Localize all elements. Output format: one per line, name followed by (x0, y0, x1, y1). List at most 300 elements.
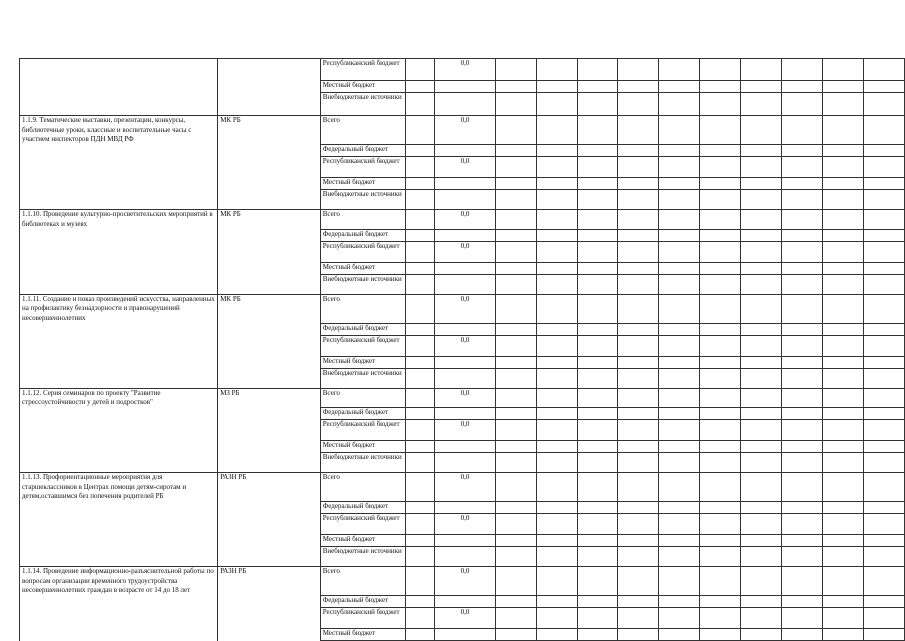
empty-cell (700, 178, 741, 190)
empty-cell (536, 514, 577, 535)
empty-cell (495, 441, 536, 453)
amount-cell (435, 408, 496, 420)
empty-cell (823, 388, 864, 408)
empty-cell (823, 335, 864, 356)
executor-cell (218, 629, 321, 641)
empty-cell (863, 274, 904, 294)
funding-source-cell: Внебюджетные источники (320, 190, 405, 210)
empty-cell (782, 408, 823, 420)
empty-cell (700, 294, 741, 323)
empty-cell (863, 241, 904, 262)
empty-cell (577, 473, 618, 502)
empty-cell (863, 157, 904, 178)
funding-source-cell: Федеральный бюджет (320, 323, 405, 335)
amount-cell: 0,0 (435, 514, 496, 535)
funding-source-cell: Всего (320, 567, 405, 596)
executor-cell (218, 368, 321, 388)
table-row (20, 368, 905, 388)
empty-cell (577, 608, 618, 629)
empty-cell (659, 608, 700, 629)
executor-cell (218, 241, 321, 262)
funding-source-cell: Местный бюджет (320, 356, 405, 368)
empty-cell (618, 596, 659, 608)
amount-cell (435, 547, 496, 567)
amount-cell: 0,0 (435, 335, 496, 356)
empty-cell (741, 388, 782, 408)
empty-cell (659, 356, 700, 368)
empty-cell (659, 229, 700, 241)
empty-cell (700, 335, 741, 356)
empty-cell (495, 473, 536, 502)
empty-cell (659, 368, 700, 388)
empty-cell (782, 453, 823, 473)
empty-cell (700, 229, 741, 241)
empty-cell (405, 408, 434, 420)
empty-cell (782, 145, 823, 157)
empty-cell (863, 420, 904, 441)
empty-cell (536, 241, 577, 262)
empty-cell (863, 81, 904, 93)
amount-cell (435, 356, 496, 368)
empty-cell (618, 229, 659, 241)
empty-cell (405, 294, 434, 323)
empty-cell (577, 547, 618, 567)
executor-cell (218, 262, 321, 274)
empty-cell (782, 473, 823, 502)
amount-cell: 0,0 (435, 241, 496, 262)
empty-cell (495, 241, 536, 262)
empty-cell (700, 567, 741, 596)
empty-cell (863, 335, 904, 356)
program-cell (20, 608, 218, 629)
empty-cell (495, 567, 536, 596)
executor-cell (218, 502, 321, 514)
empty-cell (536, 274, 577, 294)
empty-cell (659, 547, 700, 567)
empty-cell (577, 502, 618, 514)
empty-cell (782, 335, 823, 356)
empty-cell (741, 81, 782, 93)
empty-cell (700, 210, 741, 230)
empty-cell (618, 408, 659, 420)
empty-cell (863, 567, 904, 596)
empty-cell (405, 210, 434, 230)
funding-source-cell: Федеральный бюджет (320, 408, 405, 420)
empty-cell (495, 262, 536, 274)
empty-cell (618, 81, 659, 93)
empty-cell (495, 59, 536, 81)
empty-cell (405, 81, 434, 93)
empty-cell (618, 157, 659, 178)
empty-cell (577, 388, 618, 408)
empty-cell (741, 145, 782, 157)
empty-cell (700, 241, 741, 262)
empty-cell (741, 441, 782, 453)
empty-cell (495, 535, 536, 547)
empty-cell (405, 190, 434, 210)
table-row (20, 567, 905, 596)
empty-cell (659, 408, 700, 420)
empty-cell (659, 145, 700, 157)
table-row (20, 608, 905, 629)
executor-cell (218, 514, 321, 535)
program-cell (20, 190, 218, 210)
empty-cell (823, 81, 864, 93)
empty-cell (782, 294, 823, 323)
empty-cell (659, 157, 700, 178)
executor-cell (218, 547, 321, 567)
empty-cell (495, 335, 536, 356)
table-row (20, 596, 905, 608)
empty-cell (495, 190, 536, 210)
empty-cell (741, 190, 782, 210)
funding-source-cell: Внебюджетные источники (320, 93, 405, 116)
empty-cell (823, 420, 864, 441)
empty-cell (741, 596, 782, 608)
executor-cell (218, 596, 321, 608)
empty-cell (700, 368, 741, 388)
empty-cell (782, 81, 823, 93)
empty-cell (823, 241, 864, 262)
empty-cell (618, 441, 659, 453)
empty-cell (741, 229, 782, 241)
table-row (20, 294, 905, 323)
empty-cell (495, 81, 536, 93)
empty-cell (405, 567, 434, 596)
table-row (20, 629, 905, 641)
empty-cell (577, 93, 618, 116)
empty-cell (782, 629, 823, 641)
program-cell (20, 178, 218, 190)
empty-cell (782, 368, 823, 388)
empty-cell (823, 157, 864, 178)
empty-cell (618, 473, 659, 502)
empty-cell (618, 93, 659, 116)
funding-source-cell: Местный бюджет (320, 262, 405, 274)
empty-cell (823, 514, 864, 535)
empty-cell (741, 294, 782, 323)
empty-cell (536, 59, 577, 81)
empty-cell (700, 502, 741, 514)
table-row (20, 59, 905, 81)
empty-cell (659, 59, 700, 81)
amount-cell (435, 145, 496, 157)
empty-cell (659, 514, 700, 535)
empty-cell (741, 262, 782, 274)
empty-cell (495, 514, 536, 535)
empty-cell (405, 453, 434, 473)
empty-cell (741, 567, 782, 596)
amount-cell: 0,0 (435, 157, 496, 178)
table-row (20, 502, 905, 514)
empty-cell (618, 388, 659, 408)
empty-cell (577, 453, 618, 473)
executor-cell (218, 145, 321, 157)
amount-cell (435, 368, 496, 388)
empty-cell (618, 629, 659, 641)
amount-cell (435, 274, 496, 294)
empty-cell (536, 262, 577, 274)
program-cell (20, 274, 218, 294)
empty-cell (577, 567, 618, 596)
empty-cell (823, 567, 864, 596)
empty-cell (782, 596, 823, 608)
empty-cell (659, 473, 700, 502)
funding-source-cell: Местный бюджет (320, 81, 405, 93)
program-cell (20, 262, 218, 274)
empty-cell (659, 596, 700, 608)
empty-cell (577, 596, 618, 608)
funding-source-cell: Федеральный бюджет (320, 229, 405, 241)
table-row (20, 420, 905, 441)
table-row (20, 453, 905, 473)
amount-cell: 0,0 (435, 420, 496, 441)
empty-cell (700, 190, 741, 210)
empty-cell (823, 368, 864, 388)
program-title-cell: 1.1.11. Создание и показ произведений искусства, направленных на профилактику безнадзорности и правонарушений несовершеннолетних (20, 294, 218, 323)
empty-cell (405, 356, 434, 368)
empty-cell (618, 262, 659, 274)
executor-cell (218, 229, 321, 241)
empty-cell (536, 629, 577, 641)
program-title-cell: 1.1.14. Проведение информационно-разъяснительной работы по вопросам организации временного трудоустройства несовершеннолетних граждан в возрасте от 14 до 18 лет (20, 567, 218, 596)
empty-cell (700, 157, 741, 178)
empty-cell (659, 262, 700, 274)
empty-cell (495, 229, 536, 241)
empty-cell (405, 502, 434, 514)
empty-cell (863, 178, 904, 190)
amount-cell (435, 596, 496, 608)
empty-cell (741, 157, 782, 178)
empty-cell (700, 356, 741, 368)
empty-cell (782, 388, 823, 408)
empty-cell (659, 93, 700, 116)
program-title-cell: 1.1.9. Тематические выставки, презентации, конкурсы, библиотечные уроки, классные и воспитательные часы с участием инспекторов ПДН МВД РФ (20, 116, 218, 145)
empty-cell (863, 190, 904, 210)
empty-cell (618, 241, 659, 262)
empty-cell (700, 441, 741, 453)
executor-cell: МК РБ (218, 294, 321, 323)
funding-source-cell: Федеральный бюджет (320, 502, 405, 514)
table-row (20, 408, 905, 420)
program-cell (20, 535, 218, 547)
executor-cell (218, 608, 321, 629)
empty-cell (863, 608, 904, 629)
empty-cell (782, 323, 823, 335)
empty-cell (700, 145, 741, 157)
executor-cell: РАЗН РБ (218, 567, 321, 596)
empty-cell (618, 116, 659, 145)
empty-cell (495, 157, 536, 178)
empty-cell (577, 190, 618, 210)
funding-source-cell: Внебюджетные источники (320, 453, 405, 473)
empty-cell (536, 145, 577, 157)
empty-cell (405, 241, 434, 262)
empty-cell (741, 178, 782, 190)
executor-cell (218, 323, 321, 335)
empty-cell (405, 145, 434, 157)
empty-cell (577, 323, 618, 335)
empty-cell (577, 116, 618, 145)
executor-cell (218, 441, 321, 453)
table-row (20, 323, 905, 335)
empty-cell (659, 210, 700, 230)
empty-cell (405, 59, 434, 81)
table-row (20, 441, 905, 453)
empty-cell (700, 596, 741, 608)
empty-cell (577, 408, 618, 420)
empty-cell (536, 157, 577, 178)
empty-cell (536, 210, 577, 230)
empty-cell (700, 274, 741, 294)
program-cell (20, 547, 218, 567)
table-row (20, 547, 905, 567)
empty-cell (536, 178, 577, 190)
empty-cell (577, 59, 618, 81)
empty-cell (741, 335, 782, 356)
empty-cell (863, 453, 904, 473)
executor-cell (218, 420, 321, 441)
executor-cell (218, 274, 321, 294)
program-cell (20, 502, 218, 514)
empty-cell (577, 629, 618, 641)
empty-cell (495, 629, 536, 641)
empty-cell (782, 514, 823, 535)
empty-cell (495, 420, 536, 441)
empty-cell (659, 388, 700, 408)
empty-cell (618, 368, 659, 388)
empty-cell (700, 514, 741, 535)
program-cell (20, 229, 218, 241)
empty-cell (741, 356, 782, 368)
empty-cell (782, 567, 823, 596)
empty-cell (659, 81, 700, 93)
empty-cell (863, 323, 904, 335)
empty-cell (659, 453, 700, 473)
empty-cell (741, 473, 782, 502)
program-cell (20, 241, 218, 262)
empty-cell (618, 514, 659, 535)
empty-cell (863, 368, 904, 388)
program-cell (20, 157, 218, 178)
empty-cell (405, 335, 434, 356)
empty-cell (405, 596, 434, 608)
executor-cell (218, 93, 321, 116)
empty-cell (618, 323, 659, 335)
empty-cell (782, 262, 823, 274)
table-row (20, 157, 905, 178)
funding-source-cell: Местный бюджет (320, 441, 405, 453)
empty-cell (536, 453, 577, 473)
empty-cell (405, 388, 434, 408)
amount-cell: 0,0 (435, 59, 496, 81)
empty-cell (863, 388, 904, 408)
funding-source-cell: Республиканский бюджет (320, 335, 405, 356)
empty-cell (782, 190, 823, 210)
table-row (20, 356, 905, 368)
empty-cell (577, 356, 618, 368)
funding-source-cell: Всего (320, 388, 405, 408)
empty-cell (405, 93, 434, 116)
empty-cell (659, 323, 700, 335)
empty-cell (659, 274, 700, 294)
empty-cell (863, 514, 904, 535)
empty-cell (577, 274, 618, 294)
empty-cell (659, 567, 700, 596)
funding-source-cell: Всего (320, 294, 405, 323)
executor-cell (218, 535, 321, 547)
empty-cell (823, 145, 864, 157)
funding-source-cell: Республиканский бюджет (320, 59, 405, 81)
empty-cell (741, 274, 782, 294)
empty-cell (659, 629, 700, 641)
empty-cell (405, 178, 434, 190)
budget-table (19, 58, 905, 641)
empty-cell (618, 608, 659, 629)
empty-cell (495, 608, 536, 629)
empty-cell (577, 535, 618, 547)
empty-cell (618, 274, 659, 294)
program-title-cell: 1.1.13. Профориентационные мероприятия для старшеклассников в Центрах помощи детям-сиротам и детям,оставшимся без попечения родителей РБ (20, 473, 218, 502)
empty-cell (495, 116, 536, 145)
empty-cell (823, 262, 864, 274)
executor-cell (218, 81, 321, 93)
empty-cell (863, 229, 904, 241)
program-cell (20, 356, 218, 368)
empty-cell (823, 453, 864, 473)
empty-cell (782, 274, 823, 294)
empty-cell (405, 547, 434, 567)
empty-cell (782, 178, 823, 190)
empty-cell (618, 178, 659, 190)
empty-cell (782, 502, 823, 514)
amount-cell: 0,0 (435, 473, 496, 502)
empty-cell (536, 294, 577, 323)
empty-cell (659, 116, 700, 145)
empty-cell (495, 93, 536, 116)
amount-cell (435, 441, 496, 453)
program-cell (20, 408, 218, 420)
empty-cell (536, 473, 577, 502)
empty-cell (823, 229, 864, 241)
empty-cell (741, 368, 782, 388)
executor-cell (218, 157, 321, 178)
empty-cell (577, 81, 618, 93)
executor-cell (218, 59, 321, 81)
table-row (20, 388, 905, 408)
program-cell (20, 514, 218, 535)
empty-cell (659, 535, 700, 547)
empty-cell (863, 116, 904, 145)
empty-cell (495, 356, 536, 368)
empty-cell (405, 441, 434, 453)
empty-cell (405, 229, 434, 241)
executor-cell (218, 408, 321, 420)
empty-cell (577, 262, 618, 274)
funding-source-cell: Внебюджетные источники (320, 368, 405, 388)
empty-cell (863, 210, 904, 230)
empty-cell (659, 502, 700, 514)
table-row (20, 535, 905, 547)
empty-cell (863, 596, 904, 608)
empty-cell (659, 335, 700, 356)
amount-cell (435, 502, 496, 514)
table-row (20, 229, 905, 241)
amount-cell (435, 262, 496, 274)
table-row (20, 178, 905, 190)
empty-cell (405, 116, 434, 145)
empty-cell (495, 368, 536, 388)
